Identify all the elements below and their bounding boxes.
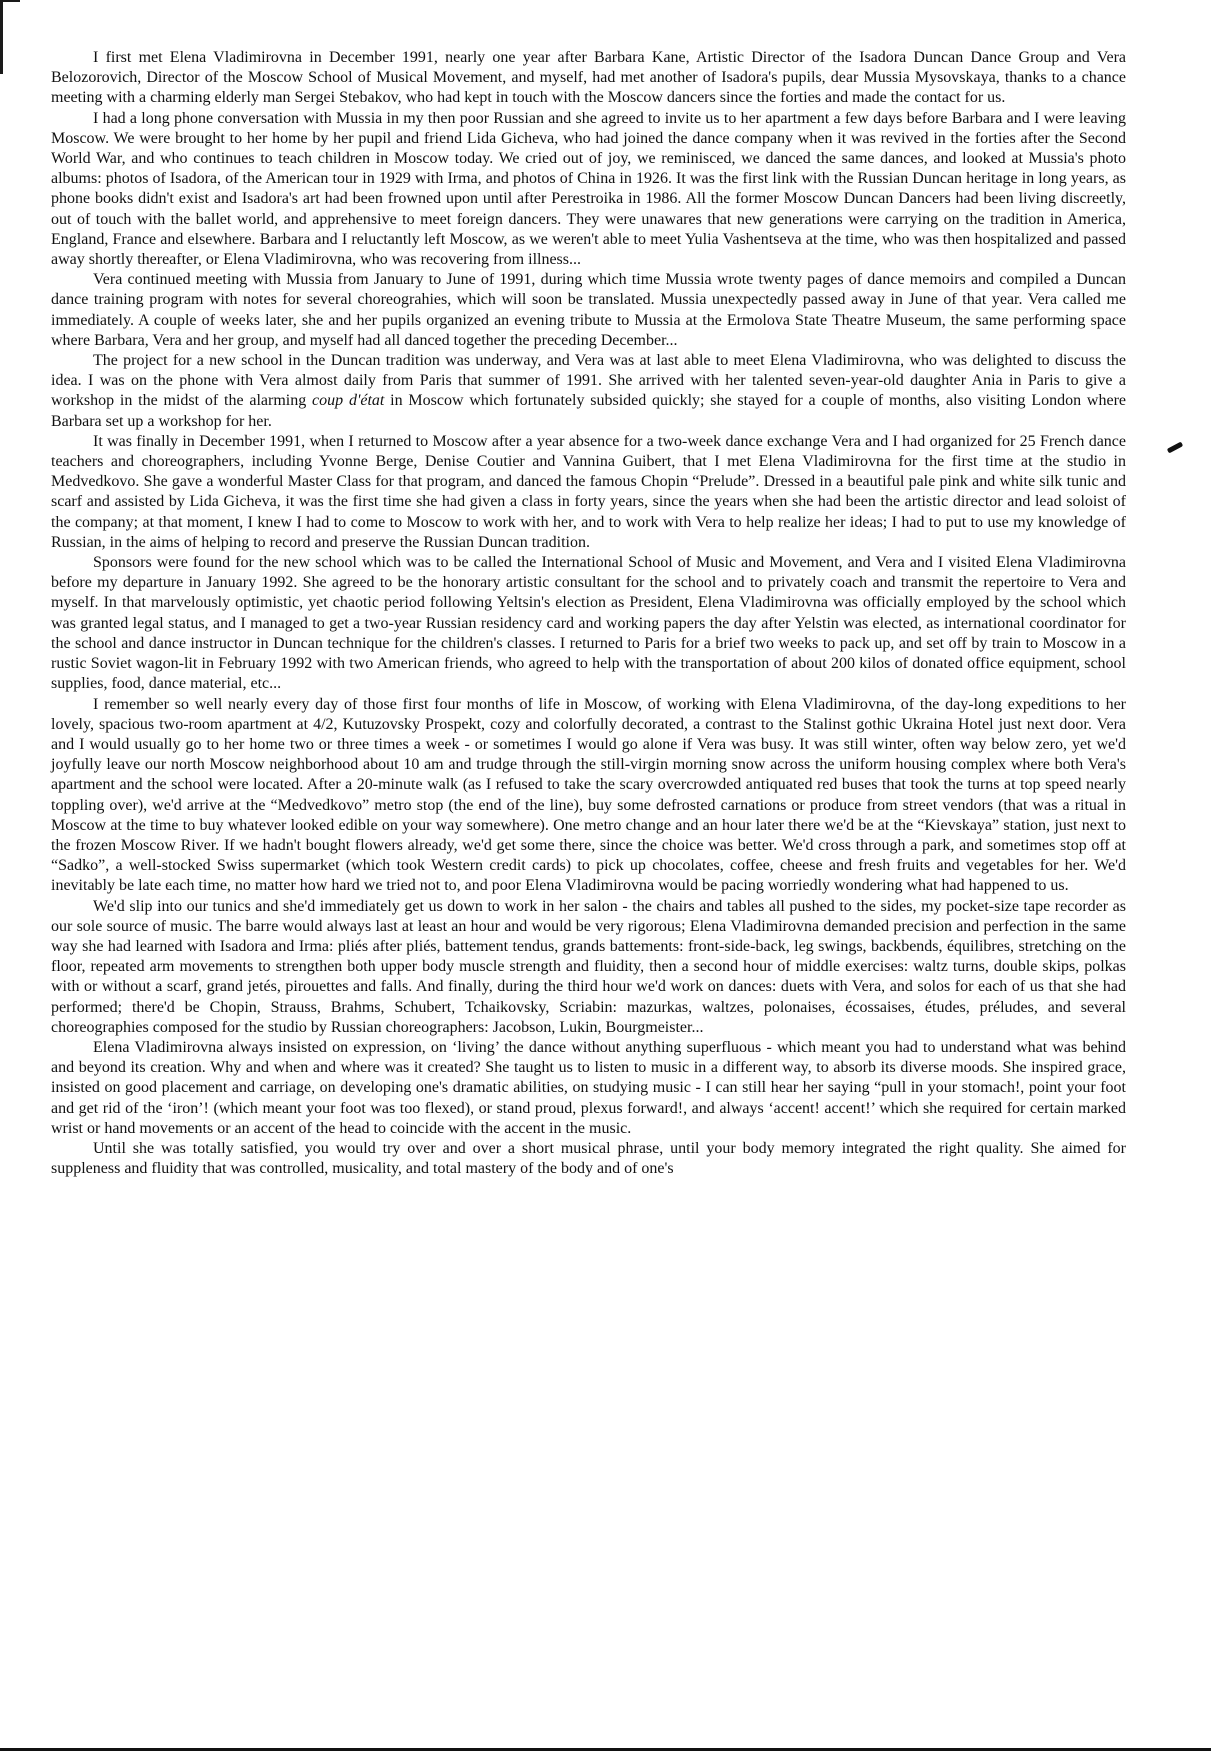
paragraph: I remember so well nearly every day of those first four months of life in Moscow, of working with Elena Vladimirovna, of the day-long expeditions to her lovely, spacious two-room apartment at 4/2, Kutuzovsky Prospekt, cozy and colorfully decorated, a contrast to the Stalinst gothic Ukraina Hotel just next door. Vera and I would usually go to her home two or three times a week - or sometimes I would go alone if Vera was busy. It was still winter, often way below zero, yet we'd joyfully leave our north Moscow neighborhood about 10 am and trudge through the still-virgin morning snow across the uniform housing complex where both Vera's apartment and the school were located. After a 20-minute walk (as I refused to take the scary overcrowded antiquated red buses that took the turns at top speed nearly toppling over), we'd arrive at the “Medvedkovo” metro stop (the end of the line), buy some defrosted carnations or produce from street vendors (that was a ritual in Moscow at the time to buy whatever looked edible on your way somewhere). One metro change and an hour later there we'd be at the “Kievskaya” station, just next to the frozen Moscow River. If we hadn't bought flowers already, we'd get some there, since the choice was better. We'd cross through a park, and sometimes stop off at “Sadko”, a well-stocked Swiss supermarket (which took Western credit cards) to pick up chocolates, coffee, cheese and fresh fruits and vegetables for her. We'd inevitably be late each time, no matter how hard we tried not to, and poor Elena Vladimirovna would be pacing worriedly wondering what had happened to us. [51,695,1126,895]
paragraph: Vera continued meeting with Mussia from January to June of 1991, during which time Mussia wrote twenty pages of dance memoirs and compiled a Duncan dance training program with notes for several choreograhies, which will soon be translated. Mussia unexpectedly passed away in June of that year. Vera called me immediately. A couple of weeks later, she and her pupils organized an evening tribute to Mussia at the Ermolova State Theatre Museum, the same performing space where Barbara, Vera and her group, and myself had all danced together the preceding December... [51,271,1126,349]
paragraph: Elena Vladimirovna always insisted on expression, on ‘living’ the dance without anything superfluous - which meant you had to understand what was behind and beyond its creation. Why and when and where was it created? She taught us to listen to music in a different way, to absorb its diverse moods. She inspired grace, insisted on good placement and carriage, on developing one's dramatic abilities, on studying music - I can still hear her saying “pull in your stomach!, point your foot and get rid of the ‘iron’! (which meant your foot was too flexed), or stand proud, plexus forward!, and always ‘accent! accent!’ which she required for certain marked wrist or hand movements or an accent of the head to coincide with the accent in the music. [51,1038,1126,1137]
paragraph: We'd slip into our tunics and she'd immediately get us down to work in her salon - the chairs and tables all pushed to the sides, my pocket-size tape recorder as our sole source of music. The barre would always last at least an hour and would be very rigorous; Elena Vladimirovna demanded precision and perfection in the same way she had learned with Isadora and Irma: pliés after pliés, battement tendus, grands battements: front-side-back, leg swings, backbends, équilibres, stretching on the floor, repeated arm movements to strengthen both upper body muscle strength and fluidity, then a second hour of middle exercises: waltz turns, double skips, polkas with or without a scarf, grand jetés, pirouettes and falls. And finally, during the third hour we'd work on dances: duets with Vera, and solos for each of us that she had performed; there'd be Chopin, Strauss, Brahms, Schubert, Tchaikovsky, Scriabin: mazurkas, waltzes, polonaises, écossaises, études, préludes, and several choreographies composed for the studio by Russian choreographers: Jacobson, Lukin, Bourgmeister... [51,897,1126,1036]
paragraph: It was finally in December 1991, when I returned to Moscow after a year absence for a two-week dance exchange Vera and I had organized for 25 French dance teachers and choreographers, including Yvonne Berge, Denise Coutier and Vannina Guibert, that I met Elena Vladimirovna for the first time at the studio in Medvedkovo. She gave a wonderful Master Class for that program, and danced the famous Chopin “Prelude”. Dressed in a beautiful pale pink and white silk tunic and scarf and assisted by Lida Gicheva, it was the first time she had given a class in forty years, since the years when she had been the artistic director and lead soloist of the company; at that moment, I knew I had to come to Moscow to work with her, and to work with Vera to help realize her ideas; I had to put to use my knowledge of Russian, in the aims of helping to record and preserve the Russian Duncan tradition. [51,432,1126,551]
paragraph: The project for a new school in the Duncan tradition was underway, and Vera was at last able to meet Elena Vladimirovna, who was delighted to discuss the idea. I was on the phone with Vera almost daily from Paris that summer of 1991. She arrived with her talented seven-year-old daughter Ania in Paris to give a workshop in the midst of the alarming coup d'état in Moscow which fortunately subsided quickly; she stayed for a couple of months, also visiting London where Barbara set up a workshop for her. [51,352,1127,430]
paragraph: Until she was totally satisfied, you would try over and over a short musical phrase, until your body memory integrated the right quality. She aimed for suppleness and fluidity that was controlled, musicality, and total mastery of the body and of one's [51,1139,1126,1178]
paragraph: I had a long phone conversation with Mussia in my then poor Russian and she agreed to invite us to her apartment a few days before Barbara and I were leaving Moscow. We were brought to her home by her pupil and friend Lida Gicheva, who had joined the dance company when it was revived in the forties after the Second World War, and who continues to teach children in Moscow today. We cried out of joy, we reminisced, we danced the same dances, and looked at Mussia's photo albums: photos of Isadora, of the American tour in 1929 with Irma, and photos of China in 1926. It was the first link with the Russian Duncan heritage in long years, as phone books didn't exist and Isadora's art had been frowned upon until after Perestroika in 1986. All the former Moscow Duncan Dancers had been living discreetly, out of touch with the ballet world, and apprehensive to meet foreign dancers. They were unawares that new generations were carrying on the tradition in America, England, France and elsewhere. Barbara and I reluctantly left Moscow, as we weren't able to meet Yulia Vashentseva at the time, who was then hospitalized and passed away shortly thereafter, or Elena Vladimirovna, who was recovering from illness... [51,109,1126,269]
margin-ink-mark [1167,442,1183,454]
scan-edge-mark [0,0,3,74]
scan-corner-mark [0,0,20,2]
memoir-body [51,48,1126,1179]
paragraph: I first met Elena Vladimirovna in December 1991, nearly one year after Barbara Kane, Artistic Director of the Isadora Duncan Dance Group and Vera Belozorovich, Director of the Moscow School of Musical Movement, and myself, had met another of Isadora's pupils, dear Mussia Mysovskaya, thanks to a chance meeting with a charming elderly man Sergei Stebakov, who had kept in touch with the Moscow dancers since the forties and made the contact for us. [51,49,1126,107]
paragraph: Sponsors were found for the new school which was to be called the International School of Music and Movement, and Vera and I visited Elena Vladimirovna before my departure in January 1992. She agreed to be the honorary artistic consultant for the school and to privately coach and transmit the repertoire to Vera and myself. In that marvelously optimistic, yet chaotic period following Yeltsin's election as President, Elena Vladimirovna was officially employed by the school which was granted legal status, and I managed to get a two-year Russian residency card and working papers the day after Yelstin was elected, as international coordinator for the school and dance instructor in Duncan technique for the children's classes. I returned to Paris for a brief two weeks to pack up, and set off by train to Moscow in a rustic Soviet wagon-lit in February 1992 with two American friends, who agreed to help with the transportation of about 200 kilos of donated office equipment, school supplies, food, dance material, etc... [51,554,1126,693]
